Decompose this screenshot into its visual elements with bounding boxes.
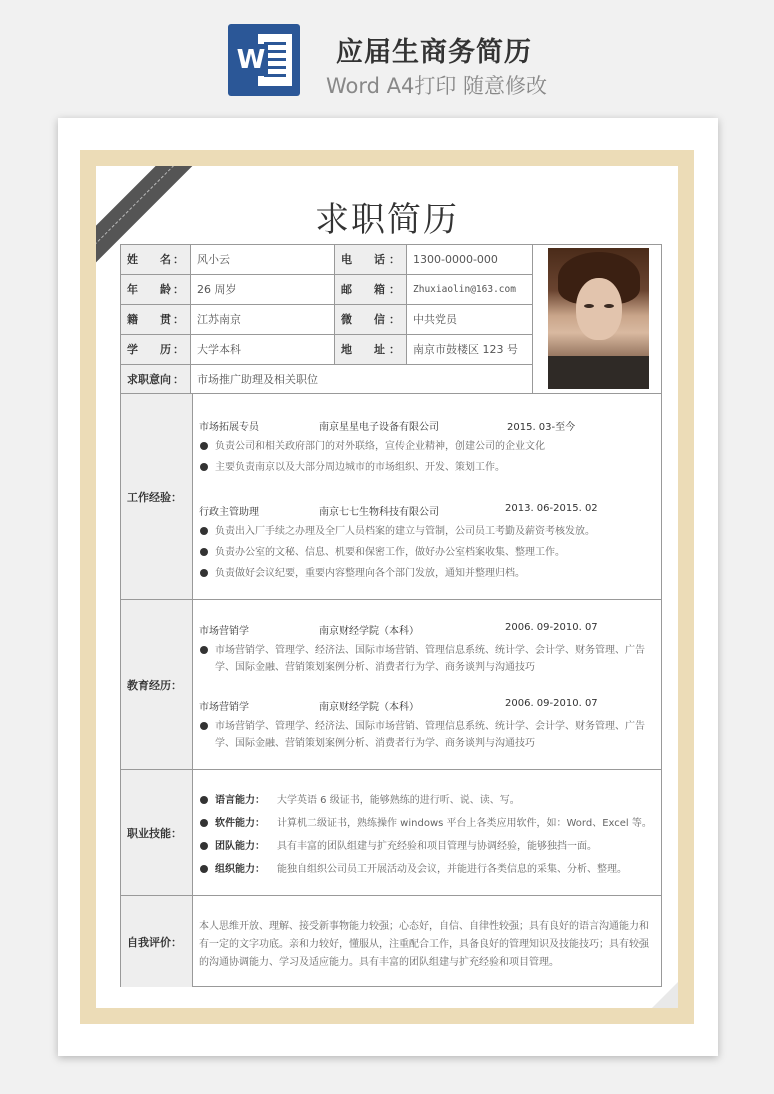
wechat-value: 中共党员	[406, 304, 532, 334]
page-header	[0, 0, 774, 110]
basic-info-table	[120, 244, 662, 394]
list-item: 负责办公室的文秘、信息、机要和保密工作，做好办公室档案收集、整理工作。	[199, 544, 657, 561]
word-icon: W	[228, 24, 300, 96]
profile-photo	[548, 248, 649, 389]
list-item: 负责做好会议纪要，重要内容整理向各个部门发放，通知并整理归档。	[199, 565, 657, 582]
education-value: 大学本科	[190, 334, 334, 364]
age-value: 26 周岁	[190, 274, 334, 304]
paper-frame	[80, 150, 694, 1024]
intent-label: 求职意向 ：	[120, 364, 190, 394]
list-item: 市场营销学、管理学、经济法、国际市场营销、管理信息系统、统计学、会计学、财务管理、广告学、国际金融、营销策划案例分析、消费者行为学、商务谈判与沟通技巧	[199, 718, 657, 752]
header-title: 应届生商务简历	[336, 37, 532, 68]
resume-paper	[96, 166, 678, 1008]
skills-section	[121, 770, 661, 896]
resume-title: 求职简历	[315, 200, 459, 240]
intent-value: 市场推广助理及相关职位	[190, 364, 532, 394]
origin-value: 江苏南京	[190, 304, 334, 334]
header-subtitle: Word A4打印 随意修改	[326, 74, 548, 98]
list-item: 市场营销学、管理学、经济法、国际市场营销、管理信息系统、统计学、会计学、财务管理、广告学、国际金融、营销策划案例分析、消费者行为学、商务谈判与沟通技巧	[199, 642, 657, 676]
address-label: 地 址 ：	[334, 334, 406, 364]
education-section: 教育经历： 市场营销学 南京财经学院（本科） 2006. 09-2010. 07 市场营销学、管理学、经济法、国际市场营销、管理信息系统、统计学、会计学、财务管理、广告学、国际金融、营销策划案例分析、消费者行为学、商务谈判与沟通技巧 市场营销学 南京财经学院（本科） 2006. 09-2010. 07 市场营销学、管理学、经济法、国际市场营销、管理信息系统、统计学、会计学、财务管理、广告学、国际金融、营销策划案例分析、消费者行为学、商务谈判与沟通技巧	[121, 600, 661, 770]
skill-item: 语言能力： 大学英语 6 级证书，能够熟练的进行听、说、读、写。	[199, 792, 657, 809]
name-label: 姓 名 ：	[120, 244, 190, 274]
photo-cell	[532, 244, 662, 394]
work-section: 工作经验： 市场拓展专员 南京星星电子设备有限公司 2015. 03-至今 负责公司和相关政府部门的对外联络，宣传企业精神，创建公司的企业文化 主要负责南京以及大部分周边城市的市场组织、开发、策划工作。 行政主管助理 南京七七生物科技有限公司 2013. 06-2015. 02 负责出入厂手续之办理及全厂人员档案的建立与管制，公司员工考勤及薪资考核发放。 负责办公室的文秘、信息、机要和保密工作，做好办公室档案收集、整理工作。 负责做好会议纪要，重要内容整理向各个部门发放，通知并整理归档。	[121, 394, 661, 600]
self-eval-label: 自我评价：	[121, 896, 193, 987]
origin-label: 籍 贯 ：	[120, 304, 190, 334]
name-value: 风小云	[190, 244, 334, 274]
skills-label: 职业技能：	[121, 770, 193, 895]
list-item: 负责公司和相关政府部门的对外联络，宣传企业精神，创建公司的企业文化	[199, 438, 657, 455]
resume-sections	[120, 394, 662, 987]
address-value: 南京市鼓楼区 123 号	[406, 334, 532, 364]
list-item: 负责出入厂手续之办理及全厂人员档案的建立与管制，公司员工考勤及薪资考核发放。	[199, 523, 657, 540]
skill-item: 软件能力： 计算机二级证书，熟练操作 windows 平台上各类应用软件，如：Word、Excel 等。	[199, 815, 657, 832]
age-label: 年 龄 ：	[120, 274, 190, 304]
list-item: 主要负责南京以及大部分周边城市的市场组织、开发、策划工作。	[199, 459, 657, 476]
skill-item: 组织能力： 能独自组织公司员工开展活动及会议，并能进行各类信息的采集、分析、整理。	[199, 861, 657, 878]
phone-value: 1300-0000-000	[406, 244, 532, 274]
email-value: Zhuxiaolin@163.com	[406, 274, 532, 304]
wechat-label: 微 信 ：	[334, 304, 406, 334]
self-eval-text: 本人思维开放、理解、接受新事物能力较强；心态好，自信、自律性较强；具有良好的语言沟通能力和有一定的文字功底。亲和力较好，懂服从，注重配合工作，具备良好的管理知识及技能技巧；具有较强的沟通协调能力、学习及适应能力。具有丰富的团队组建与扩充经验和项目管理。	[199, 921, 649, 968]
phone-label: 电 话 ：	[334, 244, 406, 274]
email-label: 邮 箱 ：	[334, 274, 406, 304]
skill-item: 团队能力： 具有丰富的团队组建与扩充经验和项目管理与协调经验，能够独挡一面。	[199, 838, 657, 855]
resume-sheet	[58, 118, 718, 1056]
education-label: 学 历 ：	[120, 334, 190, 364]
education-section-label: 教育经历：	[121, 600, 193, 769]
work-label: 工作经验：	[121, 394, 193, 599]
self-eval-section	[121, 896, 661, 987]
